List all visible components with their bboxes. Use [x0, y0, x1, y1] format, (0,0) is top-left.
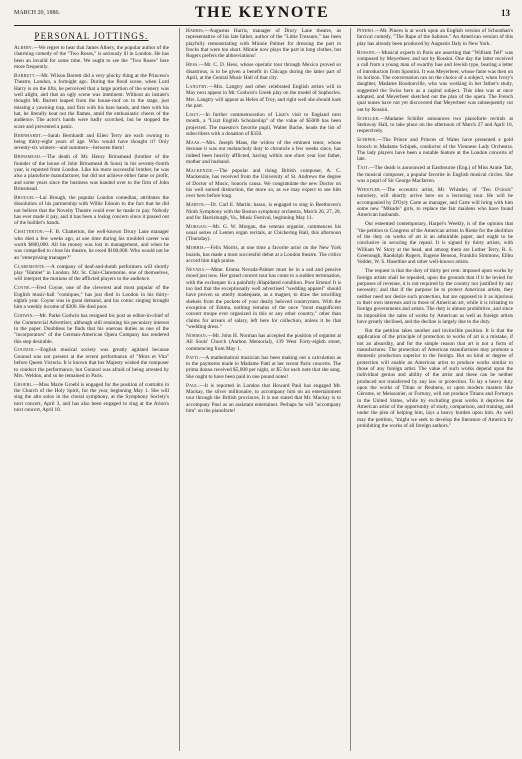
jotting-item	[357, 187, 513, 219]
jotting-heading: Brinsmead.	[14, 154, 42, 161]
jotting-item	[14, 133, 169, 152]
jotting-item	[357, 116, 513, 135]
masthead: THE KEYNOTE	[194, 4, 330, 21]
column-2	[186, 28, 341, 753]
jotting-text: —In further commemoration of Liszt's visit to England next month, a "Liszt English Scholarship" of the value of $5000 has been projected. The maestro's favorite pupil, Walter Bache, heads the list of subscribers with a donation of $350.	[186, 111, 341, 137]
section-title: PERSONAL JOTTINGS.	[34, 31, 149, 41]
jotting-item	[14, 195, 169, 227]
jotting-item	[186, 333, 341, 352]
jotting-text: —Mr. G. W. Morgan, the veteran organist, commences his usual series of Lenten organ recitals, at Chickering Hall, this afternoon (Thursday).	[186, 223, 341, 243]
jotting-heading: Harris.	[186, 28, 205, 34]
jotting-heading: Mackenzie.	[186, 167, 214, 174]
jotting-heading: Norman.	[186, 333, 208, 340]
jotting-text: —Augustus Harris, manager of Drury Lane theatre, as representative of his late father, author of the "Little Treasure," has been playfully remonstrating with Minnie Palmer for dressing the part in frocks that were too short. Minnie now plays the part in long clothes, but Rogers prefers the abbreviations!	[186, 28, 341, 60]
jotting-text: —Felix Morris, at one time a favorite actor on the New York boards, has made a most successful debut at a London theatre. The critics accord him high praise.	[186, 245, 341, 265]
jotting-item	[357, 50, 513, 113]
jotting-item	[14, 73, 169, 130]
jotting-text: —Lal Brough, the popular London comedian, attributes the dissolution of his partnership with Willie Edouin to the fact that he did not believe that the Novelty Theatre could ever be made to pay. Nobody has ever made it pay, and it has been a losing concern since it passed out of the builder's hands.	[14, 194, 169, 227]
header-rule	[14, 25, 510, 26]
jotting-heading: Chatterton.	[14, 229, 45, 236]
issue-date: MARCH 20, 1886.	[14, 10, 61, 16]
jotting-item	[14, 154, 169, 192]
jotting-heading: Rossini.	[357, 49, 377, 56]
jotting-text: —Mme. Emma Nevada-Palmer must be in a sad and pensive mood just now. Her grand concert tour has come to a sudden termination, with the exchequer in a painfully dilapidated condition. Poor Emma! It is too bad that the exceptionally well advertised "wedding apparel" should have proven so utterly inadequate, as a magnet, to draw the unwilling shekels from the pockets of your dearly beloved countrymen. With the exception of Emma, nothing remains of the once "most magnificent concert troupe ever organized in this or any other country," other than claims for arrears of salary, left here for collection, unless it be that "wedding dress."	[186, 267, 341, 331]
jotting-heading: Whistler.	[357, 186, 382, 193]
jotting-text: —The death of Mr. Henry Brinsmead (brother of the founder of the house of John Brinsmead & Sons) in his seventy-fourth year, is reported from London. Like his more successful brother, he was also a pianoforte manufacturer, but did not achieve either fame or profit, and some years since the business was handed over to the firm of John Brinsmead.	[14, 154, 169, 192]
jotting-heading: Gounod.	[14, 347, 35, 354]
jotting-item	[357, 165, 513, 184]
jotting-item	[14, 347, 169, 379]
jotting-heading: Tait.	[357, 165, 370, 172]
jotting-item	[357, 28, 513, 47]
jotting-text: —The Prince and Princes of Wales have presented a gold brooch to Madame Schipek, conductor of the Viennese Lady Orchestra. The lady players have been a notable feature at the London concerts of late.	[357, 137, 513, 163]
jotting-heading: Barrett.	[14, 72, 36, 79]
column-3	[357, 28, 513, 753]
jotting-heading: Patti.	[186, 354, 201, 361]
page-header	[14, 4, 510, 26]
jotting-text: —Mr. C. D. Hess, whose operatic tour through Mexico proved so disastrous, is to be given a benefit in Chicago during the latter part of April, at the Central Music Hall of that city.	[186, 62, 341, 81]
jotting-heading: Martin.	[186, 202, 206, 209]
jotting-heading: Morris.	[186, 245, 206, 252]
jotting-heading: Brough.	[14, 194, 35, 201]
jotting-heading: Morgan.	[186, 223, 208, 230]
jotting-heading: Schipek.	[357, 137, 378, 144]
jotting-heading: Claremonte.	[14, 263, 46, 270]
jotting-text: —Mr. Parke Godwin has resigned his post as editor-in-chief of the Commercial Advertiser, although still retaining his pecuniary interest in the paper. Doubtless he finds that his onerous duties as one of the "incorporators" of the German-American Opera Company has rendered this step desirable.	[14, 313, 169, 345]
jotting-heading: Nevada.	[186, 267, 206, 274]
jotting-heading: Maas.	[186, 139, 201, 146]
jotting-heading: Godwin.	[14, 313, 35, 320]
article-paragraph: But the petition takes another and invincible position. It is that the application of the principle of protection to works of art is a mistake, if not an absurdity, and for the simple reason that art is not a form of manufactures. The protection of American manufactures may promote a domestic production superior to the foreign. But no kind or degree of protection will enable an American artist to produce works similar to those of any foreign artist. The value of such works depend upon the individual genius and ability of the artist and these can be neither produced nor transferred by any law or protection. To lay a heavy duty upon the works of Titian or Reubens, or upon modern masters like Gérome, or Meissonier, or Fortuny, will not produce Titians and Fortunys in the United States, while by excluding great works it deprives the American artist of the opportunity of study, comparison, and training, and under the plea of helping him, lays a heavy burden upon him. As well may the petition, "might we seek to develop the literature of America by prohibiting the works of all foreign authors."	[357, 327, 513, 430]
jotting-text: —Miss Marie Groebl is engaged for the position of contralto in the Church of the Holy Spirit, for the year, beginning May 1. She will sing the alto solos in the choral symphony, at the Symphony Society's next concert, April 3, and has also been engaged to sing at the Arion's next concert, April 18.	[14, 381, 169, 414]
jotting-item	[186, 28, 341, 60]
column-1	[14, 28, 169, 753]
jotting-item	[14, 285, 169, 310]
jotting-text: —F. B. Chatterton, the well-known Drury Lane manager who died a few weeks ago, at one time during his troubled career was worth $800,000. All his money was lost in management, and when he was compelled to close his theatre, he owed $180,000. Who would not be an "enterprising manager?"	[14, 229, 169, 261]
column-divider	[179, 28, 180, 751]
jotting-text: —Mrs. Joseph Maas, the widow of the eminent tenor, whose decease it was our melancholy duty to chronicle a few weeks since, has indeed been heavily afflicted, having within one short year lost father, mother and husband.	[186, 139, 341, 165]
jotting-text: —Dr. Carl E. Martin, basso, is engaged to sing in Beethoven's Ninth Symphony with the Boston symphony orchestra, March 26, 27, 28, and for Harrisburgh, Va., Music Festival, beginning May 11.	[186, 202, 341, 221]
jotting-item	[357, 137, 513, 162]
jotting-item	[186, 383, 341, 415]
jotting-heading: Langtry.	[186, 83, 209, 90]
jotting-item	[14, 382, 169, 414]
jotting-heading: Coyne.	[14, 285, 32, 292]
jotting-heading: Pinero.	[357, 28, 375, 34]
jotting-text: —It is reported in London that Howard Paul has engaged Mr. Mackay, the silver millionaire, to accompany him on an entertainment tour through the British provinces. It is not stated that Mr. Mackay is to accompany Paul as an assistant entertainer. Perhaps he will "accompany him" on the pianoforte!	[186, 382, 341, 415]
jotting-text: —Mr. John H. Norman has accepted the position of organist at All Souls' Church (Anthon Memorial), 139 West Forty-eighth street, commencing from May 1.	[186, 333, 341, 352]
jotting-item	[186, 267, 341, 330]
jotting-item	[186, 202, 341, 221]
jotting-text: —A mathematical musician has been making out a calculation as to the payments made to Madame Patti at her recent Paris concerts. The prima donna received $5,000 per night, or $5 for each note that she sang. She ought to have been paid in one pound notes!	[186, 354, 341, 380]
jotting-text: —Sarah Bernhardt and Ellen Terry are each owning to being thirty-eight years of age. Who would have thought it? Only seventy-six winters—and summers—between them!	[14, 132, 169, 152]
column-3-items	[357, 28, 513, 219]
jotting-item	[14, 45, 169, 70]
jotting-item	[186, 140, 341, 165]
jotting-item	[186, 112, 341, 137]
jotting-item	[14, 264, 169, 283]
jotting-heading: Schiller.	[357, 115, 380, 122]
jotting-item	[14, 229, 169, 261]
harpers-weekly-article	[357, 221, 513, 429]
jotting-item	[186, 224, 341, 243]
jotting-heading: Hess.	[186, 62, 199, 69]
jotting-text: —A company of deaf-and-dumb performers will shortly play "Hamlet" in London. Mr. St. Clair-Claremonte, one of themselves, will interpret the motions of the afflicted players to the audience.	[14, 263, 169, 283]
jotting-text: —Fred Coyne, one of the cleverest and most popular of the English music-hall "comiques," has just died in London in his thirty-eighth year. Coyne was in great demand, and his comic singing brought him a weekly income of $300. He died poor.	[14, 285, 169, 311]
jotting-text: —Mrs. Langtry and other celebrated English artists will in May next appear in Mr. Godwin's Greek play on the model of Sophocles. Mrs. Langtry will appear as Helen of Troy, and right well she should look the part.	[186, 83, 341, 109]
jotting-heading: Liszt.	[186, 111, 201, 118]
article-paragraph: Our esteemed contemporary, Harper's Weekly, is of the opinion that "the petition to Congress of the American artists in Rome for the abolition of the duty on works of art is an admirable paper, and ought to be conclusive in securing the repeal. It is signed by thirty artists, with William W. Story at the head, and among them are Luther Terry, R. S. Greenough, Randolph Rogers, Eugene Benson, Franklin Simmons, Elihu Vedder, W. S. Haseltine and other well-known artists.	[357, 221, 513, 266]
page-number: 13	[501, 8, 510, 18]
article-paragraph: The request is that the duty of thirty per cent. imposed upon works by foreign artists shall be repealed, upon the grounds that if it be levied for purposes of revenue, it is not required by the country nor justified by any necessity; and that if the purpose be to protect American artists, they neither need nor desire such protection, but are opposed to it as injurious to their own interests and to those of American art, while it is irritating to foreign governments and artists. The duty is almost prohibitive, and since its imposition the sales of works by American as well as foreign artists have greatly declined, and the decline is largely due to the duty.	[357, 268, 513, 325]
jotting-item	[186, 245, 341, 264]
jotting-item	[186, 168, 341, 200]
jotting-text: —Madame Schiller announces two pianoforte recitals at Steinway Hall, to take place on the afternoon of March 27 and April 10, respectively.	[357, 115, 513, 135]
jotting-heading: Bernhardt.	[14, 132, 43, 139]
jotting-text: —The eccentric artist, Mr. Whistler, of "Ten O'clock" notoriety, will shortly arrive here on a lecturing tour. He will be accompanied by D'Oyly Carte as manager, and Carte will bring with him some new "Mikado" girls, to replace the fair maidens who have found American husbands.	[357, 186, 513, 219]
jotting-text: —We regret to hear that James Albery, the popular author of the charming comedy of the "Two Roses," is seriously ill in London. He has been an invalid for some time. We ought to see the "Two Roses" here more frequently.	[14, 45, 169, 71]
jotting-text: —The popular and rising British composer, A. C. Mackenzie, has received from the University of St. Andrews the degree of Doctor of Music, honoris causa. We congratulate the new Doctor on his well earned distinction, the more so, as we may expect to see him over here before long.	[186, 167, 341, 200]
jotting-text: —The death is announced at Eastbourne (Eng.) of Miss Annie Tait, the musical composer, a popular favorite in English musical circles. She was a pupil of Sir George Macfarren.	[357, 165, 513, 184]
jotting-text: —Mr. Wilson Barrett did a very plucky thing at the Princess's Theatre, London, a fortnight ago. During the flood scene, when Lord Harry is on the lifts, he perceived that a large portion of the scenery was well alight, and that an ugly scene was imminent. Without an instant's thought Mr. Barrett leaped from the house-roof on to the stage, just missing a yawning trap, and first with his bare hands, and then with his hat, he literally beat out the flames, amid the enthusiastic cheers of the audience. The actor's hands were badly scorched, but he stopped the scare and prevented a panic.	[14, 72, 169, 130]
jotting-heading: Albery.	[14, 45, 34, 51]
jotting-item	[186, 355, 341, 380]
jotting-text: —English musical society was greatly agitated because Gounod was not present at the recent performance of "Mors et Vita" before Queen Victoria. It is known that her Majesty wished the composer to conduct the performance, but Gounod was afraid of being arrested by Mrs. Weldon, and so he remained in Paris.	[14, 347, 169, 379]
jotting-heading: Paul.	[186, 382, 200, 389]
column-divider	[350, 28, 351, 751]
jotting-item	[186, 62, 341, 81]
jotting-heading: Groebl.	[14, 381, 34, 388]
jotting-text: —Musical experts in Paris are asserting that "William Tell" was composed by Meyerbeer, and not by Rossini. One day the latter received a call from a young man of swarthy hue and Jewish type, bearing a letter of introduction from Spontini. It was Meyerbeer, whose fame was then on its horizon. The conversation ran on the choice of a subject, when Ivory's daughter, Madame Boudonville, who was working in her father's study, suggested the Swiss hero as a capital subject. This idea was at once adopted, and Meyerbeer sketched out the plan of the opera. The French qual nunes have not yet discovered that Meyerbeer was subsequently cut out by Rossini.	[357, 49, 513, 113]
jotting-text: —Mr. Pinero is at work upon an English version of Schonthan's farcical comedy, "The Rape of the Sabines." An American version of this play has already been produced by Augustin Daly in New York.	[357, 28, 513, 47]
jotting-item	[186, 84, 341, 109]
jotting-item	[14, 313, 169, 345]
